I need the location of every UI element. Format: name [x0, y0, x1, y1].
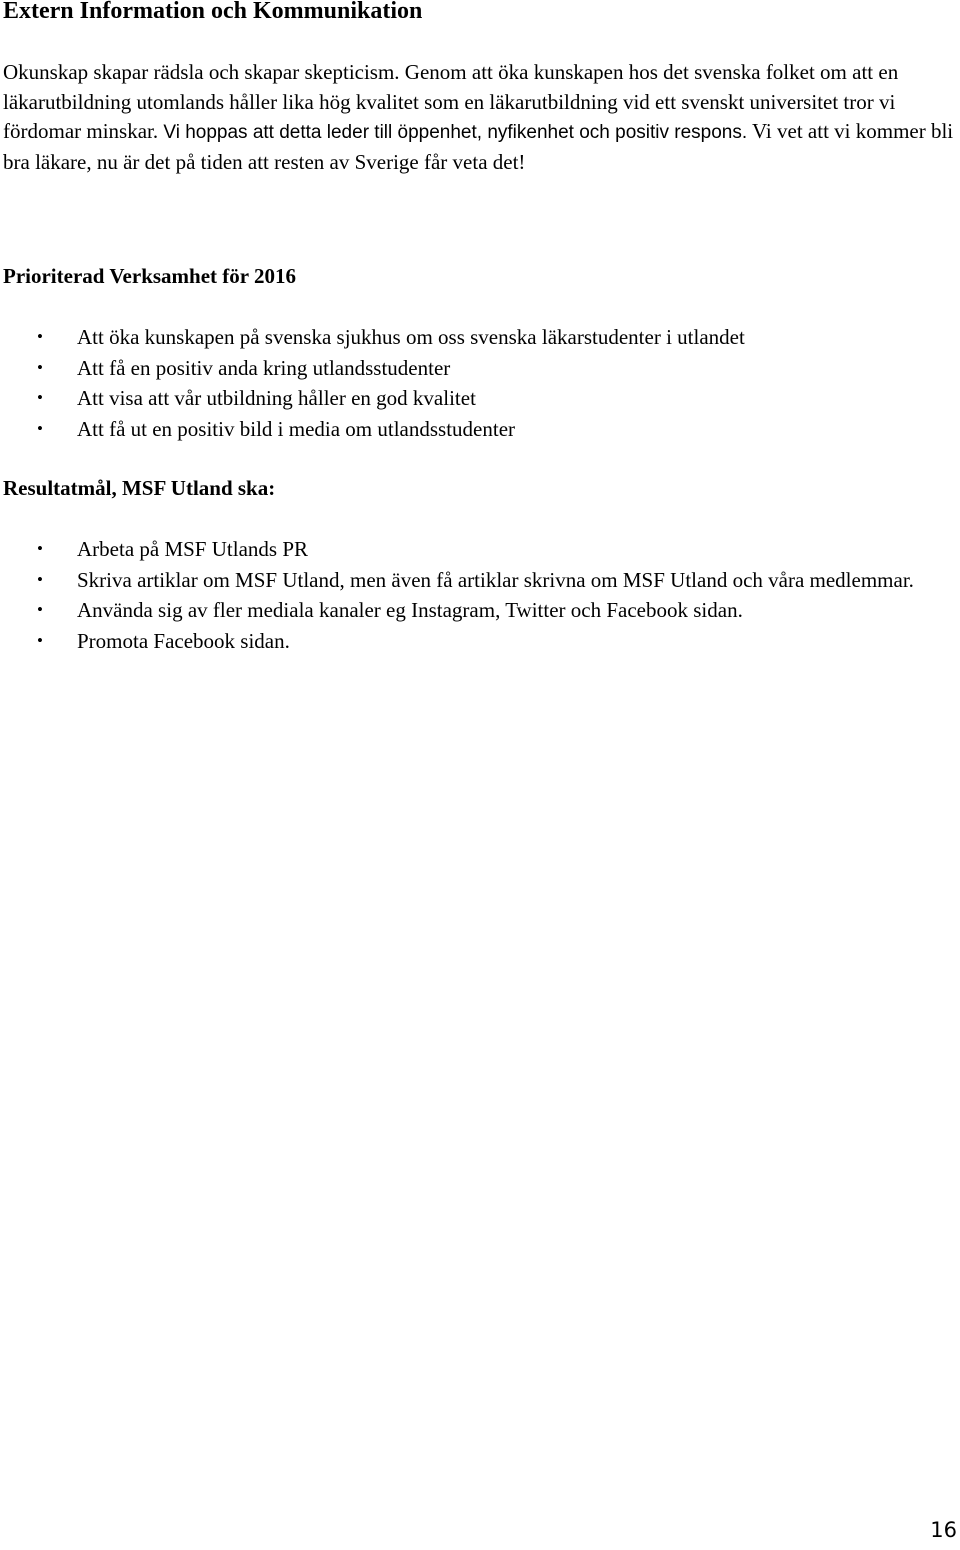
list-item	[3, 383, 960, 414]
intro-text-part1: Okunskap skapar rädsla och skapar skepticism. Genom att öka kunskapen hos det svenska folket om att en läkarutbildning utomlands håller lika hög kvalitet som en läkarutbildning vid ett svenskt universitet tror vi fördomar minskar.	[3, 60, 899, 143]
list-item	[3, 534, 960, 565]
results-heading: Resultatmål, MSF Utland ska:	[3, 476, 276, 500]
bullet-icon: •	[37, 539, 43, 558]
bullet-icon: •	[37, 630, 43, 650]
list-item	[3, 565, 960, 596]
list-item	[3, 595, 960, 626]
intro-text-part3: Vi vet att vi kommer bli bra läkare, nu är det på tiden att resten av Sverige får veta det!	[3, 119, 954, 174]
list-item	[3, 414, 960, 445]
list-item-text: Att få en positiv anda kring utlandsstudenter	[77, 355, 451, 380]
list-item-text: Att öka kunskapen på svenska sjukhus om oss svenska läkarstudenter i utlandet	[77, 325, 745, 349]
bullet-icon: •	[37, 357, 43, 377]
intro-text-part2: Vi hoppas att detta leder till öppenhet, nyfikenhet och positiv respons.	[163, 122, 748, 143]
results-list	[3, 534, 960, 656]
bullet-icon: •	[37, 418, 43, 438]
list-item-text: Använda sig av fler mediala kanaler eg Instagram, Twitter och Facebook sidan.	[77, 598, 743, 623]
bullet-icon: •	[37, 327, 43, 346]
bullet-icon: •	[37, 388, 43, 408]
list-item-text: Promota Facebook sidan.	[77, 628, 290, 653]
list-item-text: Skriva artiklar om MSF Utland, men även få artiklar skrivna om MSF Utland och våra medlemmar.	[77, 567, 914, 592]
page-title: Extern Information och Kommunikation	[3, 0, 423, 24]
intro-paragraph	[3, 58, 960, 177]
list-item-text: Arbeta på MSF Utlands PR	[77, 537, 308, 561]
bullet-icon: •	[37, 600, 43, 620]
priorities-heading: Prioriterad Verksamhet för 2016	[3, 264, 296, 288]
bullet-icon: •	[37, 569, 43, 589]
list-item-text: Att visa att vår utbildning håller en god kvalitet	[77, 386, 476, 411]
list-item-text: Att få ut en positiv bild i media om utlandsstudenter	[77, 416, 516, 441]
list-item	[3, 626, 960, 657]
list-item	[3, 353, 960, 384]
priorities-list	[3, 322, 960, 444]
list-item	[3, 322, 960, 353]
page-number: 16	[930, 1518, 957, 1542]
